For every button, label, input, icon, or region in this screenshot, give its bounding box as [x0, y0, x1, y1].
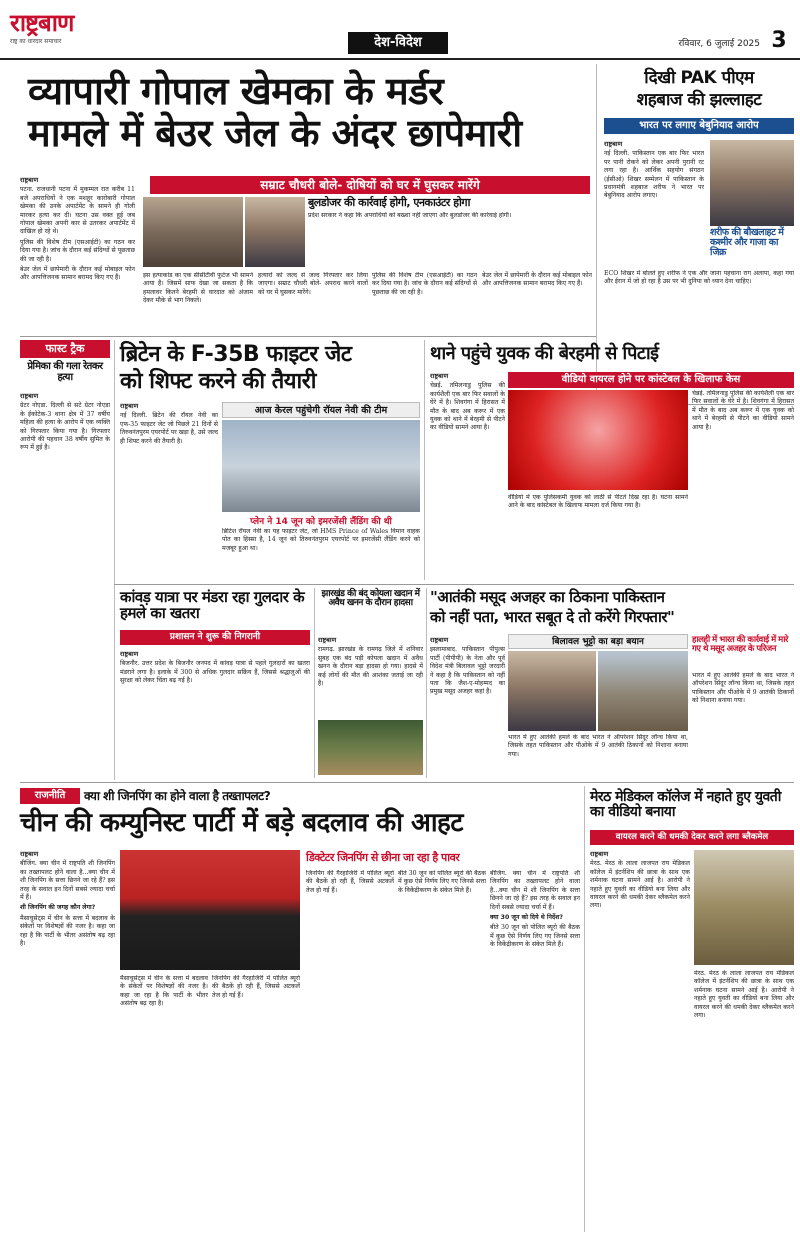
- page-number: 3: [771, 28, 787, 53]
- masood-body: इस्लामाबाद. पाकिस्तान पीपुल्स पार्टी (पीपीपी) के नेता और पूर्व विदेश मंत्री बिलावल भुट्टो जरदारी ने कहा है कि पाकिस्तान को नहीं पता कि जैश-ए-मोहम्मद का प्रमुख मसूद अजहर कहां है।: [430, 646, 505, 696]
- jharkhand-photo: [318, 720, 423, 775]
- police-text-3: चेन्नई. तमिलनाडु पुलिस की कार्यशैली एक बार फिर सवालों के घेरे में है। शिवगंगा में हिरासत में मौत के बाद अब करूर में एक युवक को थाने में बेरहमी से पीटने का वीडियो सामने आया है।: [692, 390, 794, 431]
- britain-photo-jet: [222, 420, 420, 512]
- logo-tagline: राष्ट्र का धारदार समाचार: [10, 38, 62, 45]
- china-text-col3: जिनपिंग की गैरहाजिरी में पोलित ब्यूरो की बैठकें हो रही हैं, जिससे अटकलें तेज हो गई हैं।: [212, 975, 300, 999]
- pak-photo-shehbaz: [710, 140, 794, 226]
- kanwar-text: [120, 650, 310, 775]
- police-headline: थाने पहुंचे युवक की बेरहमी से पिटाई: [430, 343, 659, 364]
- china-text-col4: जिनपिंग की गैरहाजिरी में पोलित ब्यूरो की बैठकें हो रही हैं, जिससे अटकलें तेज हो गई हैं।: [306, 870, 394, 894]
- masood-side-head: हालही में भारत की कार्रवाई में मारे गए थे मसूद अजहर के परिजन: [692, 635, 788, 654]
- divider-left: [114, 340, 115, 780]
- china-body-4: बीते 30 जून को पोलित ब्यूरो की बैठक में कुछ ऐसे निर्णय लिए गए जिनसे सत्ता के विकेंद्रीकरण के संकेत मिले हैं।: [490, 924, 580, 949]
- china-text-col2: मैसाचुसेट्स में चीन के सत्ता में बदलाव के संकेतों पर विशेषज्ञों की नजर है। कहा जा रहा है कि पार्टी के भीतर असंतोष बढ़ रहा है।: [120, 975, 208, 1008]
- section-tab: देश-विदेश: [348, 32, 448, 54]
- masood-text-2: भारत में हुए आतंकी हमले के बाद भारत ने ऑपरेशन सिंदूर लॉन्च किया था, जिसके तहत पाकिस्तान और पीओके में 9 आतंकी ठिकानों को निशाना बनाया गया।: [508, 734, 688, 758]
- fast-track-body: ग्रेटर नोएडा. दिल्ली से सटे ग्रेटर नोएडा के ईकोटेक-3 थाना क्षेत्र में 37 वर्षीय महिला की हत्या के आरोप में एक व्यक्ति को गिरफ्तार किया गया है। गिरफ्तार आरोपी की पहचान 38 वर्षीय सुमित के रूप में हुई है।: [20, 402, 110, 452]
- jharkhand-byline: राष्ट्रबाण: [318, 636, 337, 644]
- divider-1: [20, 336, 596, 337]
- china-subhead: डिक्टेटर जिनपिंग से छीना जा रहा है पावर: [306, 851, 460, 864]
- masthead: [0, 0, 800, 60]
- fast-track-byline: राष्ट्रबाण: [20, 392, 39, 400]
- police-text: [430, 372, 505, 580]
- china-photo-xi: [120, 850, 300, 970]
- china-q2: क्या 30 जून को दिये थे निर्देश?: [490, 914, 563, 922]
- pak-text-body: नई दिल्ली. पाकिस्तान एक बार फिर भारत पर पानी रोकने को लेकर अपनी पुरानी रट लगा रहा है। आर्थिक सहयोग संगठन (ईसीओ) शिखर सम्मेलन में पाकिस्तान के प्रधानमंत्री शहबाज शरीफ ने भारत पर बेबुनियाद आरोप लगाए।: [604, 150, 704, 200]
- pak-headline-2: शहबाज की झल्लाहट: [636, 90, 762, 110]
- britain-text: [120, 402, 218, 582]
- fast-track-label-text: फास्ट ट्रैक: [45, 342, 85, 355]
- britain-body: नई दिल्ली. ब्रिटेन की रॉयल नेवी का एफ-35 फाइटर जेट जो पिछले 21 दिनों से तिरुवनंतपुरम एयरपोर्ट पर खड़ा है, उसे जल्द ही शिफ्ट करने की तैयारी है।: [120, 412, 218, 445]
- china-byline: राष्ट्रबाण: [20, 850, 39, 858]
- meerut-photo: [694, 850, 794, 965]
- lead-headline-2: मामले में बेउर जेल के अंदर छापेमारी: [28, 111, 522, 155]
- lead-headline-1: व्यापारी गोपाल खेमका के मर्डर: [28, 69, 444, 113]
- pak-band: भारत पर लगाए बेबुनियाद आरोप: [604, 118, 794, 134]
- lead-byline: राष्ट्रबाण: [20, 176, 39, 184]
- police-band: वीडियो वायरल होने पर कांस्टेबल के खिलाफ केस: [508, 372, 794, 388]
- china-text-col6: [490, 870, 580, 1225]
- lead-caption-title: बुलडोजर की कार्रवाई होगी, एनकाउंटर होगा: [308, 196, 470, 209]
- jharkhand-body: रामगढ़. झारखंड के रामगढ़ जिले में शनिवार सुबह एक बंद पड़ी कोयला खदान में अवैध खनन के दौरान बड़ा हादसा हो गया। हादसे में कई लोगों की मौत की आशंका जताई जा रही है।: [318, 646, 423, 688]
- divider-c: [584, 786, 585, 1232]
- divider-j: [426, 588, 427, 778]
- lead-text-1: पटना. राजधानी पटना में मुकम्मल रात करीब 11 बजे अपराधियों ने एक मशहूर कारोबारी गोपाल खेमका की उनके अपार्टमेंट के सामने ही गोली मारकर हत्या कर दी। घटना उस वक्त हुई जब गोपाल खेमका अपनी कार से उतरकर अपार्टमेंट में दाखिल हो रहे थे।: [20, 186, 135, 236]
- masood-headline-2: को नहीं पता, भारत सबूत दे तो करेंगे गिरफ्तार": [430, 608, 675, 626]
- lead-column-5: बेउर जेल में छापेमारी के दौरान कई मोबाइल फोन और आपत्तिजनक सामान बरामद किए गए हैं।: [482, 272, 592, 288]
- kanwar-band: प्रशासन ने शुरू की निगरानी: [120, 630, 310, 645]
- dateline: रविवार, 6 जुलाई 2025: [678, 39, 760, 49]
- masood-byline: राष्ट्रबाण: [430, 636, 449, 644]
- police-text-2: वीडियो में एक पुलिसकर्मी युवक को लाठी से पीटते दिख रहा है। घटना सामने आने के बाद कांस्टेबल के खिलाफ मामला दर्ज किया गया है।: [508, 494, 688, 510]
- lead-subhead: सम्राट चौधरी बोले- दोषियों को घर में घुसकर मारेंगे: [150, 176, 590, 194]
- divider-2: [114, 584, 794, 585]
- lead-text-5: पुलिस की विशेष टीम (एसआईटी) का गठन कर दिया गया है। जांच के दौरान कई संदिग्धों से पूछताछ की जा रही है।: [20, 238, 135, 263]
- divider-mid: [424, 340, 425, 580]
- kanwar-headline: कांवड़ यात्रा पर मंडरा रहा गुलदार के हमले का खतरा: [120, 588, 305, 622]
- china-label-text: राजनीति: [34, 790, 66, 801]
- china-body-3: बीजिंग. क्या चीन में राष्ट्रपति शी जिनपिंग का तख्तापलट होने वाला है...क्या चीन में शी जिनपिंग के सत्ता छिनने जा रहे हैं? इस तरह के सवाल इन दिनों सबसे ज्यादा चर्चा में हैं।: [490, 870, 580, 911]
- china-label: [20, 788, 80, 804]
- lead-column-3: हत्यारों को जल्द से जल्द गिरफ्तार कर लिया जाएगा। सम्राट चौधरी बोले- अपराध करने वालों को घर में घुसकर मारेंगे।: [258, 272, 368, 296]
- china-headline: चीन की कम्युनिस्ट पार्टी में बड़े बदलाव की आहट: [20, 808, 463, 838]
- fast-track-label: [20, 340, 110, 358]
- lead-photo-samrat: [245, 197, 305, 267]
- meerut-body: मेरठ. मेरठ के लाला लाजपत राय मेडिकल कॉलेज में इंटर्नशिप की छात्रा के साथ एक शर्मनाक घटना सामने आई है। आरोपी ने नहाते हुए युवती का वीडियो बना लिया और वायरल करने की धमकी देकर ब्लैकमेल करने लगा।: [590, 860, 690, 910]
- lead-photo-family: [143, 197, 243, 267]
- pak-photo-caption: शरीफ की बौखलाहट में कश्मीर और गाजा का जिक्र: [710, 227, 784, 258]
- china-kicker: क्या शी जिनपिंग का होने वाला है तख्तापलट?: [84, 789, 271, 803]
- china-text-col5: बीते 30 जून को पोलित ब्यूरो की बैठक में कुछ ऐसे निर्णय लिए गए जिनसे सत्ता के विकेंद्रीकरण के संकेत मिले हैं।: [398, 870, 486, 894]
- masood-headline-1: "आतंकी मसूद अजहर का ठिकाना पाकिस्तान: [430, 588, 665, 606]
- china-body-2: मैसाचुसेट्स में चीन के सत्ता में बदलाव के संकेतों पर विशेषज्ञों की नजर है। कहा जा रहा है कि पार्टी के भीतर असंतोष बढ़ रहा है।: [20, 914, 115, 948]
- kanwar-byline: राष्ट्रबाण: [120, 650, 139, 658]
- china-body: बीजिंग. क्या चीन में राष्ट्रपति शी जिनपिंग का तख्तापलट होने वाला है...क्या चीन में शी जिनपिंग के सत्ता छिनने जा रहे हैं? इस तरह के सवाल इन दिनों सबसे ज्यादा चर्चा में हैं।: [20, 860, 115, 902]
- meerut-byline: राष्ट्रबाण: [590, 850, 609, 858]
- masood-photo-bilawal: [508, 651, 596, 731]
- masood-photo-azhar: [598, 651, 688, 731]
- meerut-text: [590, 850, 690, 1230]
- pak-byline: राष्ट्रबाण: [604, 140, 623, 148]
- meerut-band: वायरल करने की धमकी देकर करने लगा ब्लैकमेल: [590, 830, 794, 845]
- jharkhand-headline: झारखंड की बंद कोयला खदान में अवैध खनन के दौरान हादसा: [321, 589, 420, 609]
- divider-3: [20, 782, 794, 783]
- lead-column-2: इस हत्याकांड का एक सीसीटीवी फुटेज भी सामने आया है। जिसमें साफ देखा जा सकता है कि हमलावर कितने बेरहमी से वारदात को अंजाम देकर मौके से भाग निकले।: [143, 272, 253, 305]
- masood-photo-band: बिलावल भुट्टो का बड़ा बयान: [508, 634, 688, 649]
- lead-column-4: पुलिस की विशेष टीम (एसआईटी) का गठन कर दिया गया है। जांच के दौरान कई संदिग्धों से पूछताछ की जा रही है।: [372, 272, 477, 296]
- divider-k: [314, 588, 315, 778]
- britain-headline-1: ब्रिटेन के F-35B फाइटर जेट: [120, 342, 352, 367]
- kanwar-body: बिजनौर. उत्तर प्रदेश के बिजनौर जनपद में कांवड़ यात्रा से पहले गुलदारों का खतरा मंडराने लगा है। इलाके में 300 से अधिक गुलदार सक्रिय हैं, जिससे श्रद्धालुओं की सुरक्षा को लेकर चिंता बढ़ गई है।: [120, 660, 310, 685]
- lead-caption-text: प्रदेश सरकार ने कहा कि अपराधियों को बख्शा नहीं जाएगा और बुलडोजर की कार्रवाई होगी।: [308, 211, 512, 219]
- police-byline: राष्ट्रबाण: [430, 372, 449, 380]
- pak-headline-1: दिखी PAK पीएम: [644, 68, 754, 88]
- pak-text-2: ECO शिखर में बोलते हुए शरीफ ने एक और जाना पहचाना राग अलापा, कहा गया और ईरान में जो हो रहा है उस पर भी दुनिया को ध्यान देना चाहिए।: [604, 270, 794, 286]
- fast-track-headline: प्रेमिका की गला रेतकर हत्या: [27, 361, 103, 383]
- logo[interactable]: [10, 6, 140, 46]
- china-q1: शी जिनपिंग की जगह कौन लेगा?: [20, 904, 96, 912]
- logo-name: राष्ट्रबाण: [10, 8, 74, 37]
- britain-headline-2: को शिफ्ट करने की तैयारी: [120, 369, 316, 394]
- britain-text-2: ब्रिटिश रॉयल नेवी का यह फाइटर जेट, जो HMS Prince of Wales विमान वाहक पोत का हिस्सा है, 14 जून को तिरुवनंतपुरम एयरपोर्ट पर इमरजेंसी लैंडिंग करने को मजबूर हुआ था।: [222, 528, 420, 552]
- lead-text-6: बेउर जेल में छापेमारी के दौरान कई मोबाइल फोन और आपत्तिजनक सामान बरामद किए गए हैं।: [20, 266, 135, 282]
- meerut-text-2: मेरठ. मेरठ के लाला लाजपत राय मेडिकल कॉलेज में इंटर्नशिप की छात्रा के साथ एक शर्मनाक घटना सामने आई है। आरोपी ने नहाते हुए युवती का वीडियो बना लिया और वायरल करने की धमकी देकर ब्लैकमेल करने लगा।: [694, 970, 794, 1020]
- meerut-headline: मेरठ मेडिकल कॉलेज में नहाते हुए युवती का वीडियो बनाया: [590, 789, 781, 820]
- masood-side-text: भारत में हुए आतंकी हमले के बाद भारत ने ऑपरेशन सिंदूर लॉन्च किया था, जिसके तहत पाकिस्तान और पीओके में 9 आतंकी ठिकानों को निशाना बनाया गया।: [692, 672, 794, 705]
- britain-photo-band: आज केरल पहुंचेगी रॉयल नेवी की टीम: [222, 402, 420, 418]
- china-text-col1: [20, 850, 115, 1230]
- pak-text: [604, 140, 704, 265]
- masood-text: [430, 636, 505, 776]
- police-body: चेन्नई. तमिलनाडु पुलिस की कार्यशैली एक बार फिर सवालों के घेरे में है। शिवगंगा में हिरासत में मौत के बाद अब करूर में एक युवक को थाने में बेरहमी से पीटने का वीडियो सामने आया है।: [430, 382, 505, 432]
- britain-byline: राष्ट्रबाण: [120, 402, 139, 410]
- fast-track-text: [20, 392, 110, 712]
- britain-caption: प्लेन ने 14 जून को इमरजेंसी लैंडिंग की थी: [250, 517, 392, 527]
- police-photo: [508, 390, 688, 490]
